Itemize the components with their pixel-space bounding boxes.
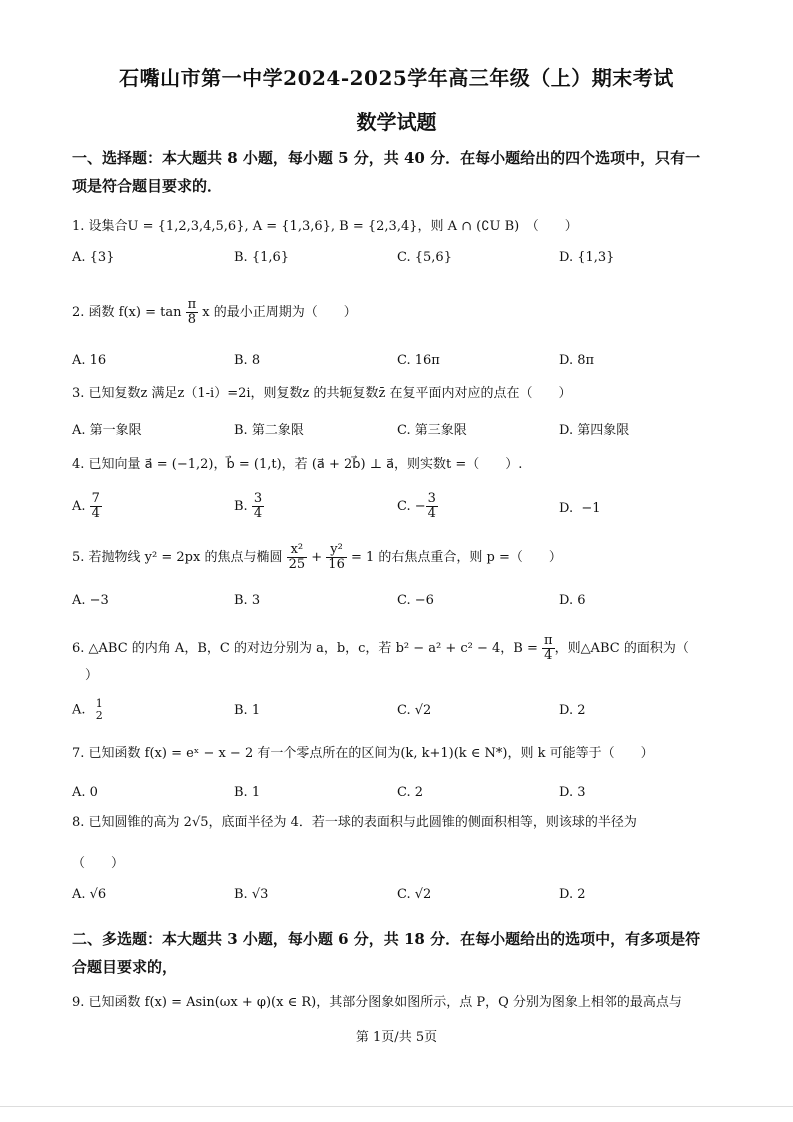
section-1-heading: 一、选择题：本大题共 8 小题，每小题 5 分，共 40 分．在每小题给出的四个选项中，只有一 项是符合题目要求的． — [72, 149, 701, 195]
option-b: B. 8 — [234, 353, 261, 368]
option-c: C. 2 — [397, 785, 424, 800]
option-b: B. {1,6} — [234, 250, 290, 265]
option-d: D. 3 — [559, 785, 586, 800]
question-5: 5. 若抛物线 y² = 2px 的焦点与椭圆 $\frac{\text{x²}}{25}$ + $\frac{\text{y²}}{16}$ = 1 的右焦点重合，则 p =（ ） — [72, 542, 562, 572]
option-c: C. {5,6} — [397, 250, 452, 265]
option-a: A. $\frac{7}{4}$ — [72, 491, 100, 521]
question-4-options — [72, 492, 722, 528]
option-a: A. {3} — [72, 250, 115, 265]
option-d: D. 2 — [559, 887, 586, 902]
question-7: 7. 已知函数 f(x) = eˣ − x − 2 有一个零点所在的区间为(k, k+1)(k ∈ N*)，则 k 可能等于（ ） — [72, 746, 654, 761]
question-9: 9. 已知函数 f(x) = Asin(ωx + φ)(x ∈ R)，其部分图象如图所示，点 P，Q 分别为图象上相邻的最高点与 — [72, 995, 682, 1010]
option-c: C. 第三象限 — [397, 423, 467, 438]
fraction: $\frac{\pi}{8}$ — [187, 297, 197, 327]
exam-title: 石嘴山市第一中学2024-2025学年高三年级（上）期末考试 — [119, 66, 674, 90]
option-a: A. 0 — [72, 785, 98, 800]
question-3-options — [72, 419, 722, 439]
question-6-options — [72, 698, 722, 728]
option-c: C. √2 — [397, 703, 432, 718]
option-a: A. √6 — [72, 887, 107, 902]
page-footer: 第 1页/共 5页 — [355, 1030, 438, 1045]
option-c: C. √2 — [397, 887, 432, 902]
option-d: D. −1 — [559, 501, 601, 516]
question-5-options — [72, 593, 722, 613]
question-8: 8. 已知圆锥的高为 2√5，底面半径为 4．若一球的表面积与此圆锥的侧面积相等，则该球的半径为 — [72, 815, 637, 830]
page-edge — [0, 1106, 793, 1107]
option-b: B. 3 — [234, 593, 261, 608]
option-a: A. −3 — [72, 593, 109, 608]
question-8-line2: （ ） — [72, 856, 125, 871]
question-2-options — [72, 353, 722, 373]
question-6-line2: ） — [72, 668, 99, 683]
option-d: D. 6 — [559, 593, 586, 608]
option-c: C. 16π — [397, 353, 440, 368]
option-b: B. 1 — [234, 703, 261, 718]
option-d: D. 2 — [559, 703, 586, 718]
option-d: D. 第四象限 — [559, 423, 630, 438]
question-1: 1. 设集合U = {1,2,3,4,5,6}, A = {1,3,6}, B = {2,3,4}，则 A ∩ (∁U B) （ ） — [72, 219, 578, 234]
option-b: B. 第二象限 — [234, 423, 304, 438]
option-a: A. 1 2 — [72, 697, 103, 722]
option-b: B. √3 — [234, 887, 269, 902]
exam-subtitle: 数学试题 — [356, 110, 437, 134]
option-a: A. 第一象限 — [72, 423, 142, 438]
question-1-options — [72, 250, 722, 270]
question-3: 3. 已知复数z 满足z（1-i）=2i，则复数z 的共轭复数z̄ 在复平面内对应的点在（ ） — [72, 386, 572, 401]
option-d: D. 8π — [559, 353, 595, 368]
option-d: D. {1,3} — [559, 250, 615, 265]
question-8-options — [72, 887, 722, 907]
section-2-heading: 二、多选题：本大题共 3 小题，每小题 6 分，共 18 分．在每小题给出的选项中，有多项是符 合题目要求的， — [72, 930, 701, 976]
question-4: 4. 已知向量 a⃗ = (−1,2)，b⃗ = (1,t)，若 (a⃗ + 2b⃗) ⊥ a⃗，则实数t =（ ）. — [72, 457, 523, 472]
question-7-options — [72, 785, 722, 805]
option-c: C. − $\frac{3}{4}$ — [397, 491, 436, 521]
option-b: B. 1 — [234, 785, 261, 800]
option-c: C. −6 — [397, 593, 434, 608]
option-b: B. $\frac{3}{4}$ — [234, 491, 263, 521]
question-2: 2. 函数 f(x) = tan $\frac{\pi}{8}$ x 的最小正周期为（ ） — [72, 297, 357, 327]
option-a: A. 16 — [72, 353, 107, 368]
question-6: 6. △ABC 的内角 A，B，C 的对边分别为 a，b，c，若 b² − a² + c² − 4，B = $\frac{\pi}{4}$ ，则△ABC 的面积为（ — [72, 633, 689, 663]
